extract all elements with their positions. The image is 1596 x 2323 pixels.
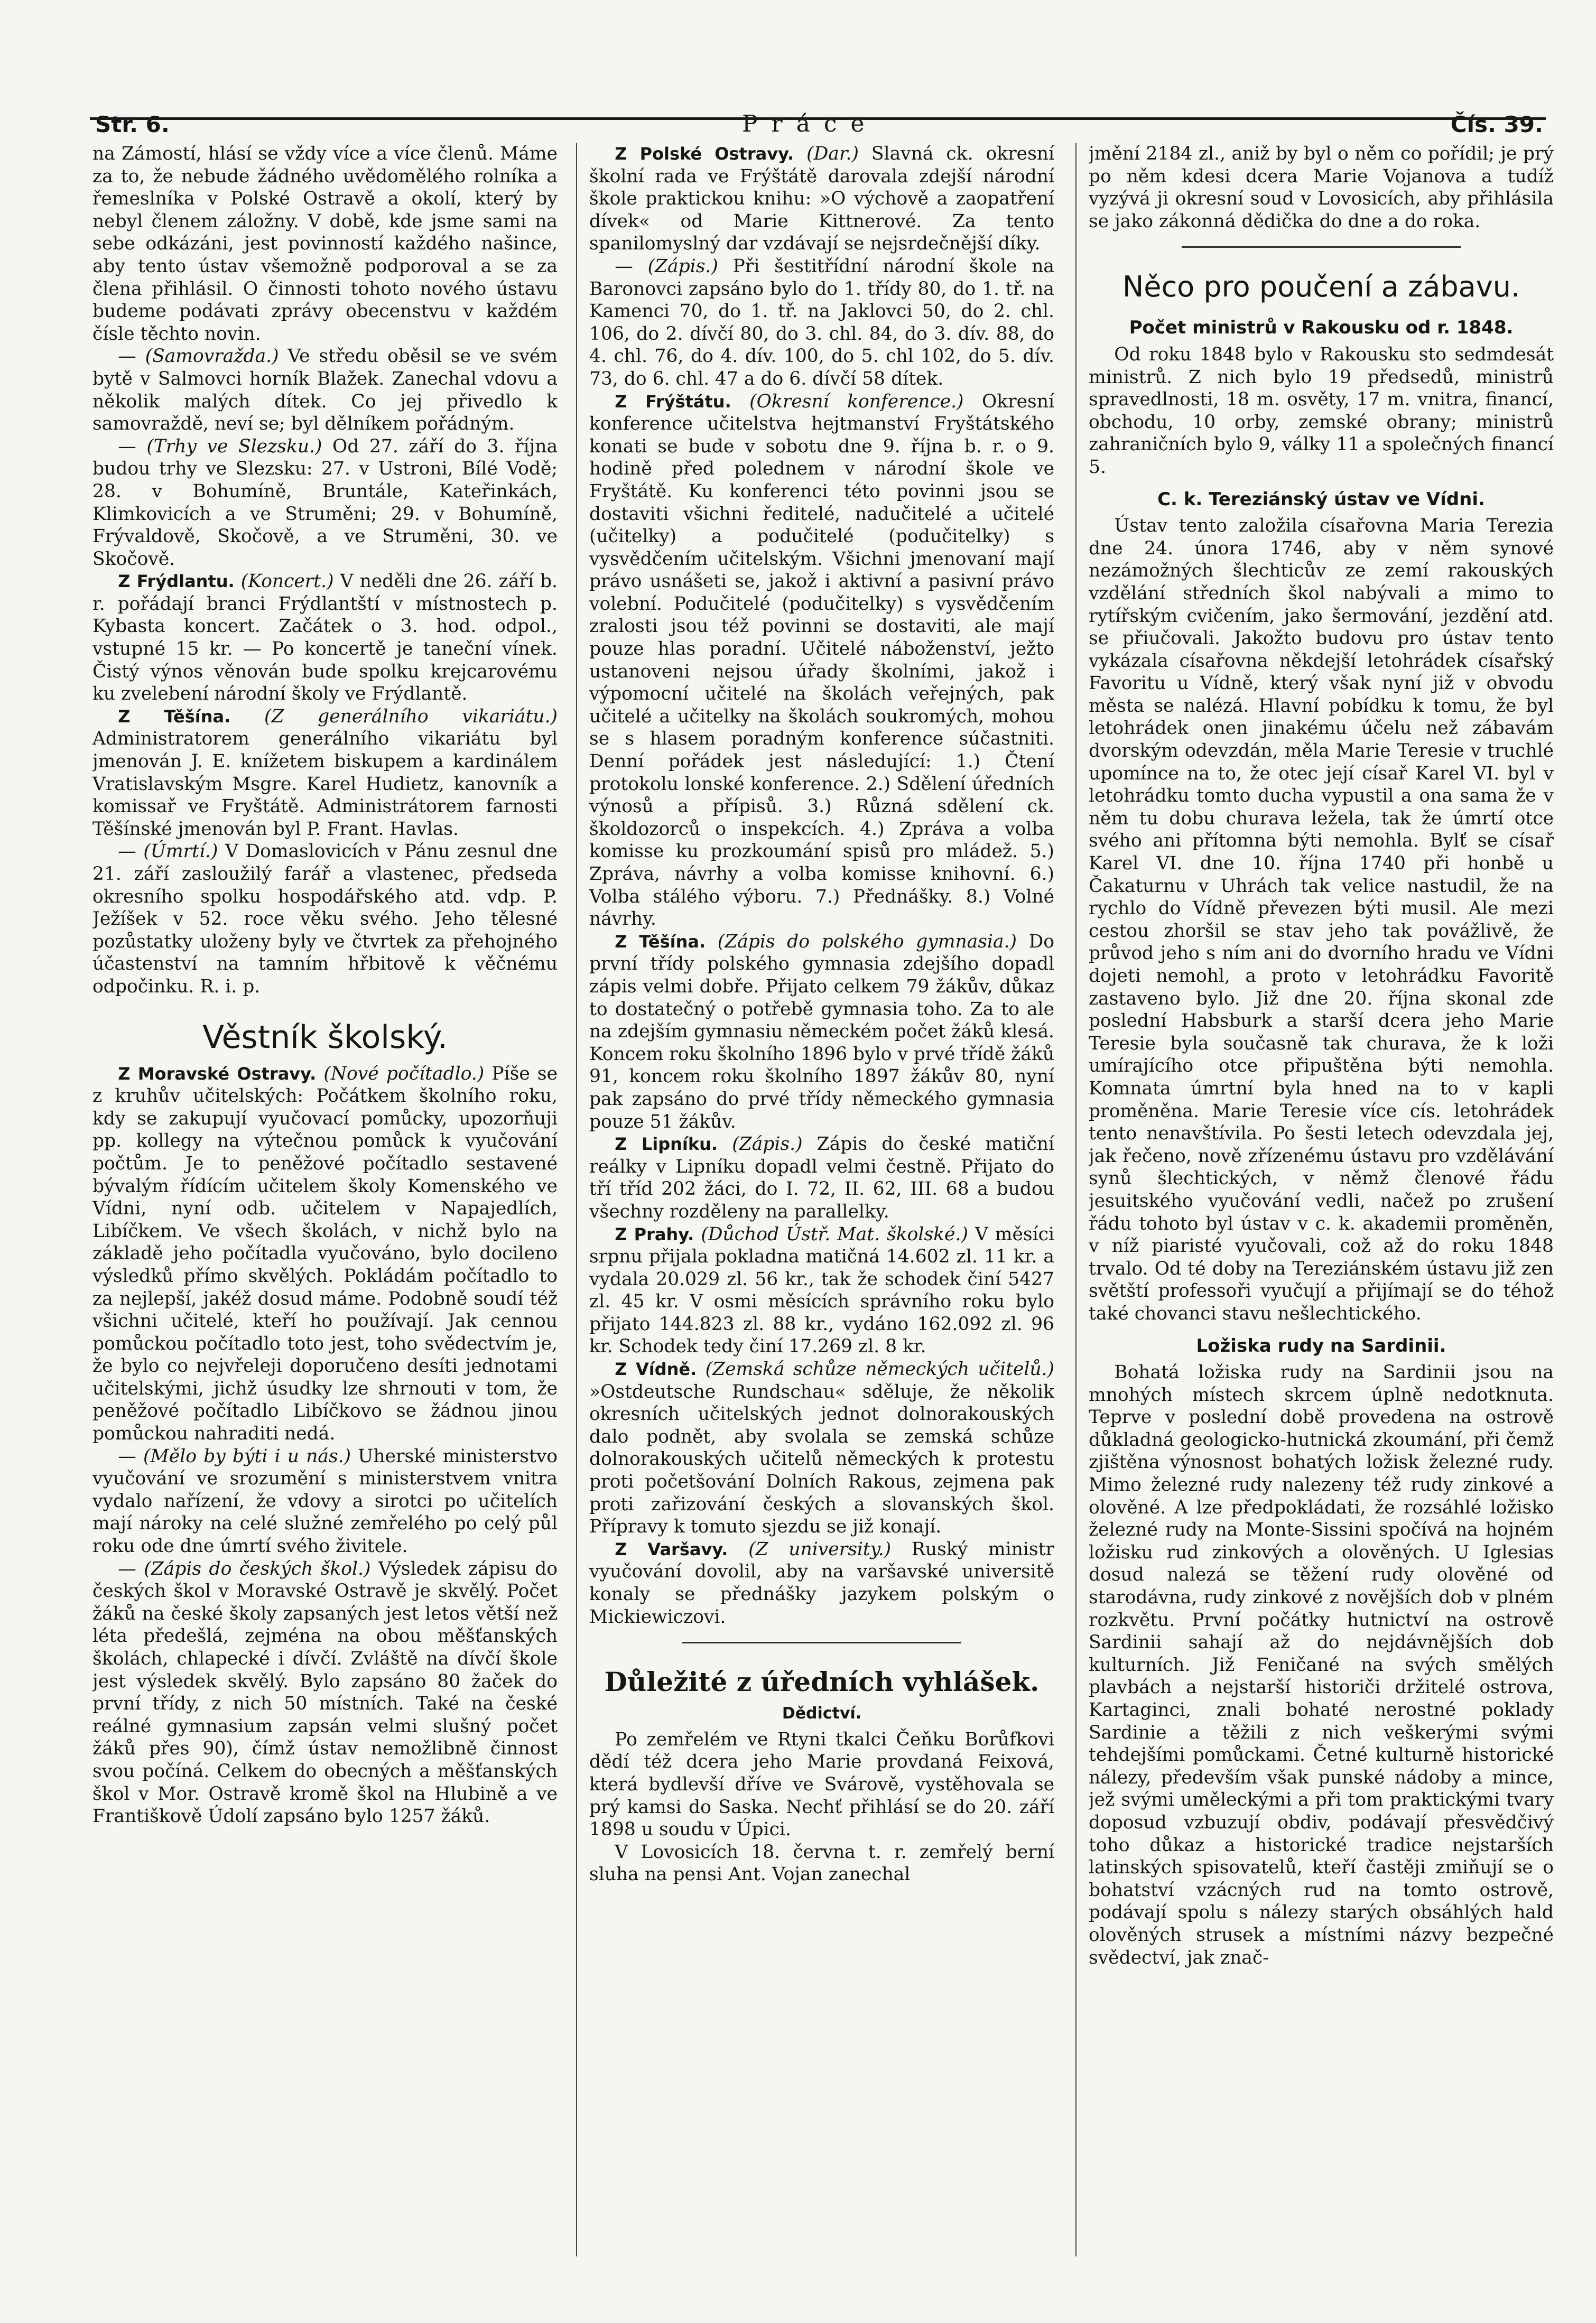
- article-paragraph: — (Zápis do českých škol.) Výsledek zápisu do českých škol v Moravské Ostravě je skvělý. Počet žáků na české školy zapsaných jest letos větší než léta předešlá, zejména na obou měšťanských školách, chlapecké i dívčí. Zvláště na dívčí škole jest výsledek skvělý. Bylo zapsáno 80 žaček do první třídy, z nich 50 místních. Také na české reálné gymnasium zapsán velmi slušný počet žáků přes 90), čímž ústav nemožlibně činnost svou počíná. Celkem do obecných a měšťanských škol v Mor. Ostravě kromě škol na Hlubině a ve Františkově Údolí zapsáno bylo 1257 žáků.: [92, 1558, 558, 1827]
- article-lead: — (Samovražda.): [118, 346, 279, 367]
- article-lead: — (Zápis do českých škol.): [118, 1558, 371, 1579]
- article-lead: Z Varšavy.: [615, 1539, 728, 1559]
- article-paragraph: V Lovosicích 18. června t. r. zemřelý berní sluha na pensi Ant. Vojan zanechal: [589, 1841, 1054, 1885]
- article-lead: Z Lipníku.: [615, 1134, 718, 1155]
- column-3: [1089, 143, 1554, 2283]
- article-paragraph: Z Těšína. (Zápis do polského gymnasia.) Do první třídy polského gymnasia zdejšího dopadl zápis velmi dobře. Přijato celkem 79 žákův, důkaz to dostatečný o potřebě gymnasia toho. Za to ale na zdejším gymnasiu německém počet žáků klesá. Koncem roku školního 1896 bylo v prvé třídě žáků 91, koncem roku školního 1897 žákův 80, nyní pak zapsáno do prvé třídy německého gymnasia pouze 51 žákův.: [589, 931, 1054, 1132]
- article-paragraph: Ústav tento založila císařovna Maria Terezia dne 24. února 1746, aby v něm synové nezámožných šlechticův ze zemí rakouských vzdělání středních škol nabývali a mimo to rytířským cvičením, jako šermování, jezdění atd. se přiučovali. Jakožto budovu pro ústav tento vykázala císařovna někdejší letohrádek císařský Favoritu u Vídně, který však nyní již v obvodu města se nalézá. Hlavní pobídku k tomu, že byl letohrádek onen jinakému účelu než zábavám dvorským odevzdán, měla Marie Teresie v truchlé upomínce na to, že otec její císař Karel VI. byl v letohrádku tomto ducha vypustil a ona sama že v něm tu dobu churava ležela, tak že úmrtí otce svého ani přítomna býti nemohla. Bylť se císař Karel VI. dne 10. října 1740 při honbě u Čakaturnu v Uhrách tak velice nastudil, že na rychlo do Vídně převezen býti musil. Ale mezi cestou zhoršil se stav jeho tak povážlivě, že průvod jeho s ním ani do dvorního hradu ve Vídni dojeti nemohl, a proto v letohrádku Favoritě zastaveno bylo. Již dne 20. října skonal zde poslední Habsburk a starší dcera jeho Marie Teresie byla současně tak churava, že k loži umírajícího otce připuštěna býti nemohla. Komnata úmrtní byla hned na to v kapli proměněna. Marie Teresie více cís. letohrádek tento nenavštívila. Po šesti letech odevzdala jej, jak řečeno, nově zřízenému ústavu pro vzdělávání synů šlechtických, v němž členové řádu jesuitského vyučování vedli, načež po zrušení řádu tohoto byl ústav v c. k. akademii proměněn, v níž piaristé vyučovali, což až do roku 1848 trvalo. Od té doby na Tereziánském ústavu již zen světští professoři vyučují a přijímají se do téhož také chovanci stavu nešlechtického.: [1089, 515, 1554, 1324]
- article-paragraph: Od roku 1848 bylo v Rakousku sto sedmdesát ministrů. Z nich bylo 19 předsedů, ministrů spravedlnosti, 18 m. osvěty, 17 m. vnitra, financí, obchodu, 10 orby, zemské obrany; ministrů zahraničních bylo 9, války 11 a společných financí 5.: [1089, 343, 1554, 478]
- article-lead: — (Úmrtí.): [118, 841, 218, 862]
- separator-rule: [1182, 246, 1461, 248]
- page-number: Str. 6.: [95, 111, 170, 137]
- section-heading: Věstník školský.: [202, 1018, 448, 1056]
- article-paragraph: Z Vídně. (Zemská schůze německých učitelů.) »Ostdeutsche Rundschau« sděluje, že několik okresních učitelských jednot dolnorakouských dalo podnět, aby svolala se zemská schůze dolnorakouských učitelů německých k protestu proti početšování Dolních Rakous, zejmena pak proti zařizování českých a slovanských škol. Přípravy k tomuto sjezdu se již konají.: [589, 1359, 1054, 1538]
- article-lead: — (Trhy ve Slezsku.): [118, 435, 322, 457]
- header-rule: [90, 117, 1546, 120]
- subsection-heading: Ložiska rudy na Sardinii.: [1196, 1335, 1446, 1356]
- article-lead: Z Těšína.: [118, 706, 231, 727]
- article-lead: Z Prahy.: [615, 1224, 694, 1244]
- article-paragraph: — (Úmrtí.) V Domaslovicích v Pánu zesnul dne 21. září zasloužilý farář a vlastenec, předseda okresního spolku hospodářského atd. vdp. P. Ježíšek v 52. roce věku svého. Jeho tělesné pozůstatky uloženy byly ve čtvrtek za přehojného účastenství na tamním hřbitově k věčnému odpočinku. R. i. p.: [92, 841, 558, 997]
- separator-rule: [682, 1642, 961, 1643]
- article-lead: Z Těšína.: [615, 931, 706, 952]
- article-paragraph: — (Zápis.) Při šestitřídní národní škole na Baronovci zapsáno bylo do 1. třídy 80, do 1. tř. na Kamenci 70, do 1. tř. na Jaklovci 50, do 2. chl. 106, do 2. dívčí 80, do 3. chl. 84, do 3. dív. 88, do 4. chl. 76, do 4. dív. 100, do 5. chl 102, do 5. dív. 73, do 6. chl. 47 a do 6. dívčí 58 dítek.: [589, 255, 1054, 389]
- article-lead: Z Moravské Ostravy.: [118, 1063, 317, 1084]
- column-1: [92, 143, 558, 2283]
- article-paragraph: Po zemřelém ve Rtyni tkalci Čeňku Borůfkovi dědí též dcera jeho Marie provdaná Feixová, která bydlevší dříve ve Svárově, vystěhovala se prý kamsi do Saska. Nechť přihlásí se do 20. září 1898 u soudu v Úpici.: [589, 1729, 1054, 1841]
- page-header: [95, 79, 1543, 137]
- column-divider: [1075, 143, 1077, 2256]
- article-paragraph: Z Frýdlantu. (Koncert.) V neděli dne 26. září b. r. pořádají branci Frýdlantští v místnostech p. Kybasta koncert. Začátek o 3. hod. odpol., vstupné 15 kr. — Po koncertě je taneční vínek. Čistý výnos věnován bude spolku krejcarovému ku zvelebení národní školy ve Frýdlantě.: [92, 571, 558, 705]
- article-paragraph: jmění 2184 zl., aniž by byl o něm co pořídil; je prý po něm kdesi dcera Marie Vojanova a tudíž vyzývá ji okresní soud v Lovosicích, aby přihlásila se jako zákonná dědička do dne a do roka.: [1089, 143, 1554, 232]
- article-paragraph: — (Trhy ve Slezsku.) Od 27. září do 3. října budou trhy ve Slezsku: 27. v Ustroni, Bílé Vodě; 28. v Bohumíně, Bruntále, Kateřinkách, Klimkovicích a ve Struměni; 29. v Bohumíně, Frývaldově, Skočově, a ve Struměni, 30. ve Skočově.: [92, 435, 558, 570]
- article-paragraph: Z Prahy. (Důchod Ústř. Mat. školské.) V měsíci srpnu přijala pokladna matičná 14.602 zl. 11 kr. a vydala 20.029 zl. 56 kr., tak že schodek činí 5427 zl. 45 kr. V osmi měsících správního roku bylo přijato 144.823 zl. 88 kr., vydáno 162.092 zl. 96 kr. Schodek tedy činí 17.269 zl. 8 kr.: [589, 1223, 1054, 1358]
- article-lead: Z Polské Ostravy.: [615, 144, 794, 164]
- subsection-heading: C. k. Tereziánský ústav ve Vídni.: [1157, 488, 1485, 510]
- article-lead: — (Zápis.): [615, 255, 718, 277]
- article-paragraph: — (Mělo by býti i u nás.) Uherské ministerstvo vyučování ve srozumění s ministerstvem vnitra vydalo nařízení, že vdovy a sirotci po učitelích mají nároky na celé služné zemřelého po celý půl roku ode dne úmrtí svého živitele.: [92, 1445, 558, 1557]
- column-2: [589, 143, 1054, 2283]
- issue-number: Čís. 39.: [1450, 111, 1543, 137]
- article-lead: Z Frýštátu.: [615, 391, 731, 412]
- article-paragraph: Z Frýštátu. (Okresní konference.) Okresní konference učitelstva hejtmanství Fryštátského konati se bude v sobotu dne 9. října b. r. o 9. hodině před polednem v národní škole ve Fryštátě. Ku konferenci této povinni jsou se dostaviti všichni ředitelé, nadučitelé a učitelé (učitelky) a podučitelé (podučitelky) s vysvědčením učitelským. Všichni jmenovaní mají právo usnášeti se, jakož i aktivní a pasivní právo volební. Podučitelé (podučitelky) s vysvědčením zralosti jsou též povinni se dostaviti, ale mají pouze hlas poradní. Učitelé náboženství, ježto ustanoveni nejsou úřady školními, jakož i výpomocní učitelé na školách veřejných, pak učitelé a učitelky na školách soukromých, mohou se s hlasem poradným konference súčastniti. Denní pořádek jest následující: 1.) Čtení protokolu lonské konference. 2.) Sdělení úředních výnosů a přípisů. 3.) Různá sdělení ck. školdozorců o inspekcích. 4.) Zpráva a volba komisse ku prozkoumání spisů pro mládež. 5.) Zpráva, návrhy a volba komisse knihovní. 6.) Volba stálého výboru. 7.) Přednášky. 8.) Volné návrhy.: [589, 391, 1054, 930]
- article-paragraph: na Zámostí, hlásí se vždy více a více členů. Máme za to, že nebude žádného uvědomělého rolníka a řemeslníka v Polské Ostravě a okolí, který by nebyl členem záložny. V době, kde jsme sami na sebe odkázáni, jest povinností každého našince, aby tento ústav všemožně podporoval a se za člena přihlásil. O činnosti tohoto nového ústavu budeme podávati zprávy obecenstvu v každém čísle těchto novin.: [92, 143, 558, 345]
- article-paragraph: Bohatá ložiska rudy na Sardinii jsou na mnohých místech skrcem úplně nedotknuta. Teprve v poslední době provedena na ostrově důkladná geologicko-hutnická zkoumání, při čemž zjištěna výnosnost bohatých ložisk železné rudy. Mimo železné rudy nalezeny též rudy zinkové a olověné. A lze předpokládati, že rozsáhlé ložisko železné rudy na Monte-Sissini spočívá na hojném ložisku rud zinkových a olověných. U Iglesias dosud nalezá se těžení rudy olověné od starodávna, rudy zinkové z novějších dob v plném rozkvětu. První počátky hutnictví na ostrově Sardinii sahají až do nejdávnějších dob kulturních. Již Feničané na svých smělých plavbách a nejstarší historiči držitelé ostrova, Kartaginci, znali bohaté nerostné poklady Sardinie a těžili z nich veškerými svými tehdejšími pomůckami. Četné kulturně historické nálezy, především však punské nádoby a mince, jež svými uměleckými a při tom praktickými tvary doposud vzbuzují obdiv, podávají přesvědčivý toho důkaz a historické tradice nejstarších latinských spisovatelů, kteří častěji zmiňují se o bohatství vzácných rud na tomto ostrově, podávají spolu s nálezy starých obsáhlých hald olověných strusek a místními názvy bezpečné svědectví, jak znač-: [1089, 1362, 1554, 1968]
- section-heading: Důležité z úředních vyhlášek.: [604, 1666, 1040, 1698]
- article-paragraph: Z Varšavy. (Z university.) Ruský ministr vyučování dovolil, aby na varšavské universitě konaly se přednášky jazykem polským o Mickiewiczovi.: [589, 1538, 1054, 1628]
- column-divider: [576, 143, 577, 2256]
- article-paragraph: — (Samovražda.) Ve středu oběsil se ve svém bytě v Salmovci horník Blažek. Zanechal vdovu a několik malých dítek. Co jej přivedlo k samovraždě, neví se; byl dělníkem pořádným.: [92, 346, 558, 435]
- article-paragraph: Z Lipníku. (Zápis.) Zápis do české matiční reálky v Lipníku dopadl velmi čestně. Přijato do tří tříd 202 žáci, do I. 72, II. 62, III. 68 a budou všechny rozděleny na parallelky.: [589, 1133, 1054, 1222]
- newspaper-title: Práce: [742, 110, 878, 137]
- subsection-heading: Počet ministrů v Rakousku od r. 1848.: [1129, 317, 1514, 339]
- article-paragraph: Z Těšína. (Z generálního vikariátu.) Administratorem generálního vikariátu byl jmenován J. E. knížetem biskupem a kardinálem Vratislavským Msgre. Karel Hudietz, kanovník a komissař ve Fryštátě. Administrátorem farnosti Těšínské jmenován byl P. Frant. Havlas.: [92, 705, 558, 840]
- article-lead: Z Vídně.: [615, 1359, 697, 1380]
- article-paragraph: Z Moravské Ostravy. (Nové počítadlo.) Píše se z kruhův učitelských: Počátkem školního roku, kdy se zakupují vyučovací pomůcky, upozorňuji pp. kollegy na výtečnou pomůck k vyučování počtům. Je to peněžové počítadlo sestavené bývalým řídícím učitelem školy Komenského ve Vídni, nyní odb. učitelem v Napajedlích, Libíčkem. Ve všech školách, v nichž bylo na základě jeho počítadla vyučováno, bylo docileno výsledků přímo skvělých. Pokládám počítadlo to za nejlepší, jakéž dosud máme. Podobně soudí též všichni učitelé, kteří ho používají. Jak cennou pomůckou počítadlo toto jest, toho svědectvím je, že bylo co nejvřeleji doporučeno desíti jednotami učitelskými, jichž úsudky lze shrnouti v tom, že peněžové počítadlo Libíčkovo se žádnou jinou pomůckou nahraditi nedá.: [92, 1063, 558, 1445]
- subsection-heading: Dědictví.: [782, 1704, 862, 1723]
- article-lead: — (Mělo by býti i u nás.): [118, 1445, 351, 1467]
- article-lead: Z Frýdlantu.: [118, 571, 235, 592]
- section-heading: Něco pro poučení a zábavu.: [1122, 270, 1520, 304]
- article-paragraph: Z Polské Ostravy. (Dar.) Slavná ck. okresní školní rada ve Frýštátě darovala zdejší národní škole praktickou knihu: »O výchově a zaopatření dívek« od Marie Kittnerové. Za tento spanilomyslný dar vzdávají se nejsrdečnější díky.: [589, 143, 1054, 255]
